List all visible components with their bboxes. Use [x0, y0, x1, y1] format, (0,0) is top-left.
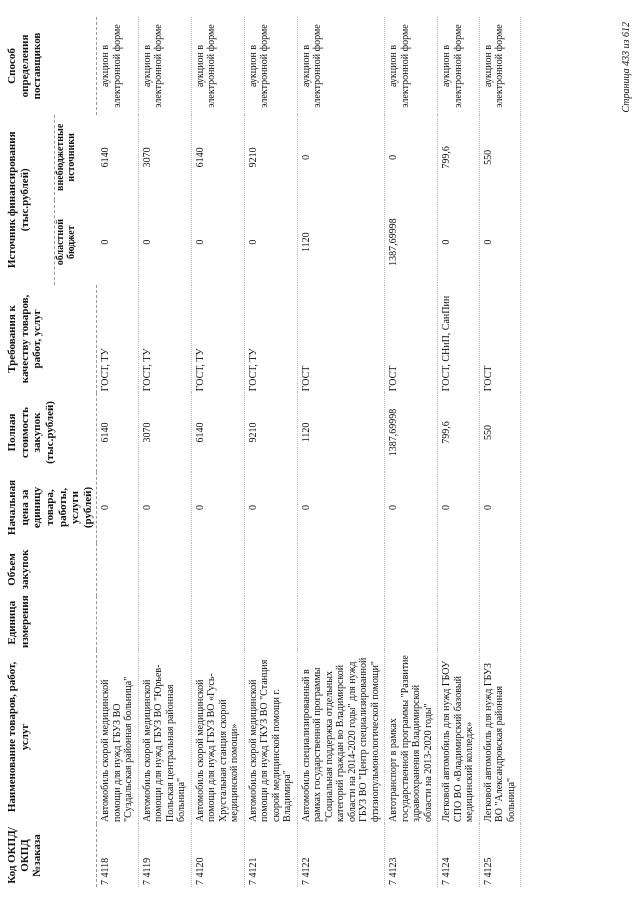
row-code: [385, 824, 438, 887]
row-method: аукцион в электронной форме: [479, 17, 521, 115]
table-row: [479, 17, 521, 887]
row-regional-budget: 0: [191, 200, 244, 285]
row-price: 0: [479, 472, 521, 544]
row-other-sources: 0: [385, 115, 438, 200]
row-code: [438, 824, 480, 887]
table-header: [4, 17, 97, 887]
row-method: аукцион в электронной форме: [438, 17, 480, 115]
row-requirements: ГОСТ: [385, 285, 438, 394]
row-code: [479, 824, 521, 887]
row-requirements: ГОСТ, СНиП, СанПин: [438, 285, 480, 394]
row-volume: [297, 543, 385, 595]
row-code-digit: 7: [100, 880, 112, 885]
row-code: [138, 824, 191, 887]
row-order-number: 4125: [482, 857, 494, 878]
row-method: аукцион в электронной форме: [385, 17, 438, 115]
col-header-code: Код ОКПД/ ОКПД №заказа: [4, 824, 97, 887]
row-price: 0: [138, 472, 191, 544]
row-unit: [479, 596, 521, 650]
row-other-sources: 550: [479, 115, 521, 200]
row-order-number: 4118: [100, 857, 112, 878]
col-header-other-sources: внебюджетные источники: [54, 123, 78, 191]
row-code-digit: 7: [441, 880, 453, 885]
row-regional-budget: 0: [479, 200, 521, 285]
row-unit: [191, 596, 244, 650]
row-requirements: ГОСТ: [297, 285, 385, 394]
row-price: 0: [191, 472, 244, 544]
row-code: [244, 824, 297, 887]
row-code: [297, 824, 385, 887]
row-code-digit: 7: [141, 880, 153, 885]
row-unit: [97, 596, 139, 650]
row-total: 9210: [244, 393, 297, 471]
table-row: [438, 17, 480, 887]
row-order-number: 4120: [194, 857, 206, 878]
row-other-sources: 6140: [191, 115, 244, 200]
row-order-number: 4124: [441, 857, 453, 878]
table-row: [297, 17, 385, 887]
row-unit: [244, 596, 297, 650]
row-method: аукцион в электронной форме: [244, 17, 297, 115]
row-method: аукцион в электронной форме: [191, 17, 244, 115]
row-other-sources: 0: [297, 115, 385, 200]
col-header-unit: Единица измерения: [4, 596, 97, 650]
row-volume: [97, 543, 139, 595]
row-requirements: ГОСТ: [479, 285, 521, 394]
row-method: аукцион в электронной форме: [297, 17, 385, 115]
row-regional-budget: 0: [138, 200, 191, 285]
row-total: 550: [479, 393, 521, 471]
row-name: Автотранспорт в рамках государственной программы "Развитие здравоохранения Владимирской области на 2013-2020 годы": [385, 650, 438, 824]
table-row: [385, 17, 438, 887]
col-header-volume: Объем закупок: [4, 543, 97, 595]
row-total: 1120: [297, 393, 385, 471]
row-total: 799,6: [438, 393, 480, 471]
table-row: [97, 17, 139, 887]
row-name: Легковой автомобиль для нужд ГБУЗ ВО "Александровская районная больница": [479, 650, 521, 824]
col-header-total: Полная стоимость закупок (тыс.рублей): [4, 393, 97, 471]
row-code-digit: 7: [247, 880, 259, 885]
row-order-number: 4122: [300, 857, 312, 878]
table-row: [244, 17, 297, 887]
col-header-name: Наименование товаров, работ, услуг: [4, 650, 97, 824]
row-volume: [244, 543, 297, 595]
row-price: 0: [97, 472, 139, 544]
row-price: 0: [297, 472, 385, 544]
row-requirements: ГОСТ, ТУ: [244, 285, 297, 394]
row-regional-budget: 0: [438, 200, 480, 285]
row-unit: [138, 596, 191, 650]
col-header-financing: Источник финансирования (тыс.рублей): [4, 115, 54, 285]
row-code-digit: 7: [482, 880, 494, 885]
row-regional-budget: 0: [244, 200, 297, 285]
row-total: 6140: [97, 393, 139, 471]
row-order-number: 4119: [141, 857, 153, 878]
row-other-sources: 9210: [244, 115, 297, 200]
col-header-regional-budget: областной бюджет: [54, 219, 78, 266]
table-body: [97, 17, 521, 887]
row-other-sources: 3070: [138, 115, 191, 200]
row-price: 0: [244, 472, 297, 544]
row-code-digit: 7: [300, 880, 312, 885]
table-row: [191, 17, 244, 887]
row-volume: [191, 543, 244, 595]
row-name: Автомобиль скорой медицинской помощи для нужд ГБУЗ ВО "Юрьев-Польская центральная районная больница": [138, 650, 191, 824]
row-total: 6140: [191, 393, 244, 471]
row-price: 0: [438, 472, 480, 544]
row-name: Автомобиль скорой медицинской помощи для нужд ГБУЗ ВО "Суздальская районная больница": [97, 650, 139, 824]
row-volume: [438, 543, 480, 595]
row-regional-budget: 0: [97, 200, 139, 285]
row-volume: [138, 543, 191, 595]
row-unit: [297, 596, 385, 650]
row-method: аукцион в электронной форме: [138, 17, 191, 115]
col-header-method: Способ определения поставщиков: [4, 17, 97, 115]
row-name: Автомобиль скорой медицинской помощи для нужд ГБУЗ ВО «Гусь-Хрустальная станция скорой медицинской помощи»: [191, 650, 244, 824]
row-order-number: 4123: [388, 857, 400, 878]
page-number: Страница 433 из 612: [621, 22, 632, 113]
row-requirements: ГОСТ, ТУ: [138, 285, 191, 394]
table-row: [138, 17, 191, 887]
row-volume: [385, 543, 438, 595]
row-regional-budget: 1387,69998: [385, 200, 438, 285]
col-header-requirements: Требования к качеству товаров, работ, услуг: [4, 285, 97, 394]
row-code-digit: 7: [194, 880, 206, 885]
row-code-digit: 7: [388, 880, 400, 885]
row-name: Автомобиль специализированный в рамках государственной программы "Социальная поддержка отдельных категорий граждан во Владимирской области на 2014-2020 годы" для нужд ГБУЗ ВО "Центр специализированной фтизиопульмонологической помощи": [297, 650, 385, 824]
col-header-price: Начальная цена за единицу товара, работы, услуги (рублей): [4, 472, 97, 544]
row-total: 1387,69998: [385, 393, 438, 471]
row-unit: [438, 596, 480, 650]
row-regional-budget: 1120: [297, 200, 385, 285]
row-volume: [479, 543, 521, 595]
row-requirements: ГОСТ, ТУ: [97, 285, 139, 394]
row-code: [97, 824, 139, 887]
row-code: [191, 824, 244, 887]
row-method: аукцион в электронной форме: [97, 17, 139, 115]
row-name: Легковой автомобиль для нужд ГБОУ СПО ВО «Владимирский базовый медицинский колледж»: [438, 650, 480, 824]
row-price: 0: [385, 472, 438, 544]
row-unit: [385, 596, 438, 650]
row-other-sources: 799,6: [438, 115, 480, 200]
row-other-sources: 6140: [97, 115, 139, 200]
row-requirements: ГОСТ, ТУ: [191, 285, 244, 394]
row-name: Автомобиль скорой медицинской помощи для нужд ГКУЗ ВО "Станция скорой медицинской помощи г. Владимира": [244, 650, 297, 824]
row-total: 3070: [138, 393, 191, 471]
row-order-number: 4121: [247, 857, 259, 878]
procurement-table: [4, 17, 521, 887]
